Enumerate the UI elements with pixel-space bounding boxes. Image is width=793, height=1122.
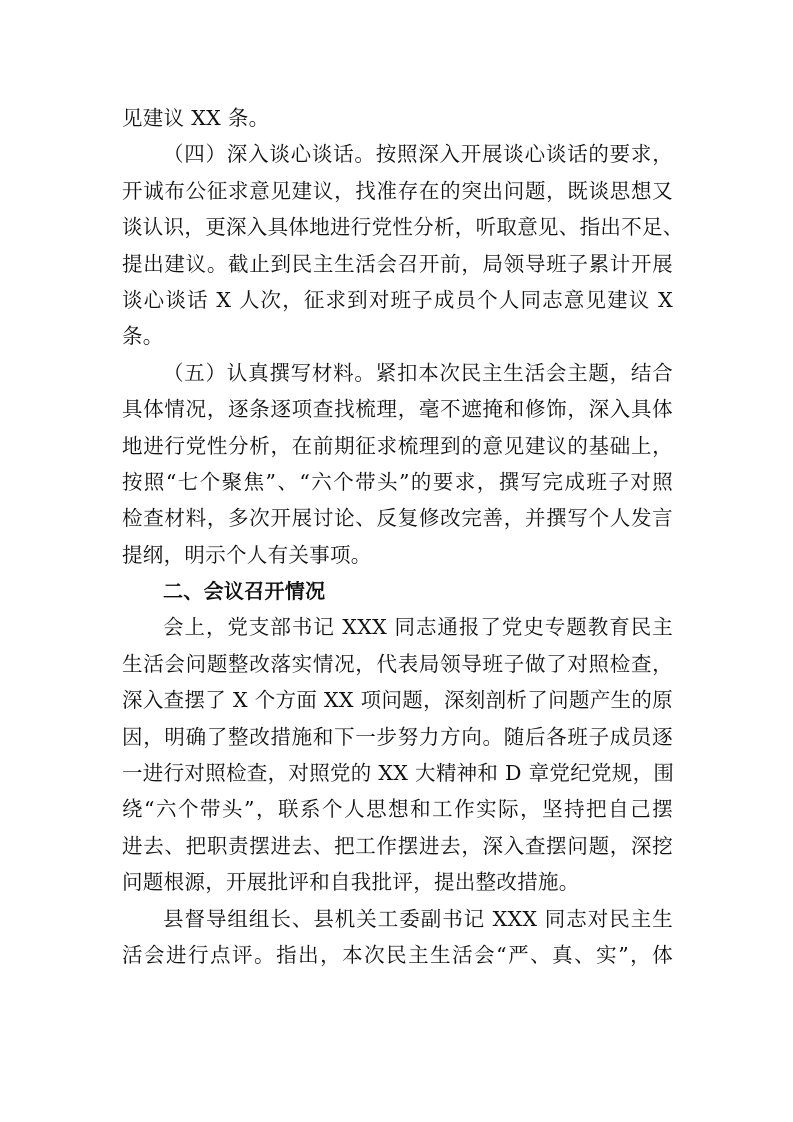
document-body xyxy=(122,100,684,973)
section-four-paragraph xyxy=(122,136,684,354)
text-line: 因，明确了整改措施和下一步努力方向。随后各班子成员逐 xyxy=(122,724,673,749)
text-line: 条。 xyxy=(122,324,164,349)
text-line: （五）认真撰写材料。紧扣本次民主生活会主题，结合 xyxy=(163,360,673,385)
text-line: 生活会问题整改落实情况，代表局领导班子做了对照检查， xyxy=(122,651,673,676)
text-line: 见建议 XX 条。 xyxy=(122,106,270,130)
text-line: 地进行党性分析，在前期征求梳理到的意见建议的基础上， xyxy=(122,433,673,458)
text-line: 会上，党支部书记 XXX 同志通报了党史专题教育民主 xyxy=(163,615,673,640)
text-line: 县督导组组长、县机关工委副书记 XXX 同志对民主生 xyxy=(163,906,673,931)
text-line: 深入查摆了 X 个方面 XX 项问题，深刻剖析了问题产生的原 xyxy=(122,688,673,713)
meeting-paragraph xyxy=(122,609,673,900)
section-five-paragraph xyxy=(122,355,673,573)
text-line: 谈认识，更深入具体地进行党性分析，听取意见、指出不足、 xyxy=(122,215,684,240)
text-line: 开诚布公征求意见建议，找准存在的突出问题，既谈思想又 xyxy=(122,178,673,203)
text-line: 谈心谈话 X 人次，征求到对班子成员个人同志意见建议 X xyxy=(122,287,673,312)
text-line: 进去、把职责摆进去、把工作摆进去，深入查摆问题，深挖 xyxy=(122,833,673,858)
text-line: （四）深入谈心谈话。按照深入开展谈心谈话的要求， xyxy=(163,142,673,167)
text-line: 问题根源，开展批评和自我批评，提出整改措施。 xyxy=(122,870,580,895)
text-line: 按照“七个聚焦”、“六个带头”的要求，撰写完成班子对照 xyxy=(122,469,673,494)
text-line: 提出建议。截止到民主生活会召开前，局领导班子累计开展 xyxy=(122,251,673,276)
text-line: 一进行对照检查，对照党的 XX 大精神和 D 章党纪党规，围 xyxy=(122,761,675,786)
text-line: 绕“六个带头”，联系个人思想和工作实际，坚持把自己摆 xyxy=(122,797,673,822)
review-paragraph xyxy=(122,901,673,974)
section-heading: 二、会议召开情况 xyxy=(163,579,326,604)
text-line: 活会进行点评。指出，本次民主生活会“严、真、实”，体 xyxy=(122,942,673,967)
text-line: 具体情况，逐条逐项查找梳理，毫不遮掩和修饰，深入具体 xyxy=(122,397,673,422)
text-line: 检查材料，多次开展讨论、反复修改完善，并撰写个人发言 xyxy=(122,506,673,531)
text-line: 提纲，明示个人有关事项。 xyxy=(122,542,372,567)
intro-tail-paragraph xyxy=(122,100,673,136)
